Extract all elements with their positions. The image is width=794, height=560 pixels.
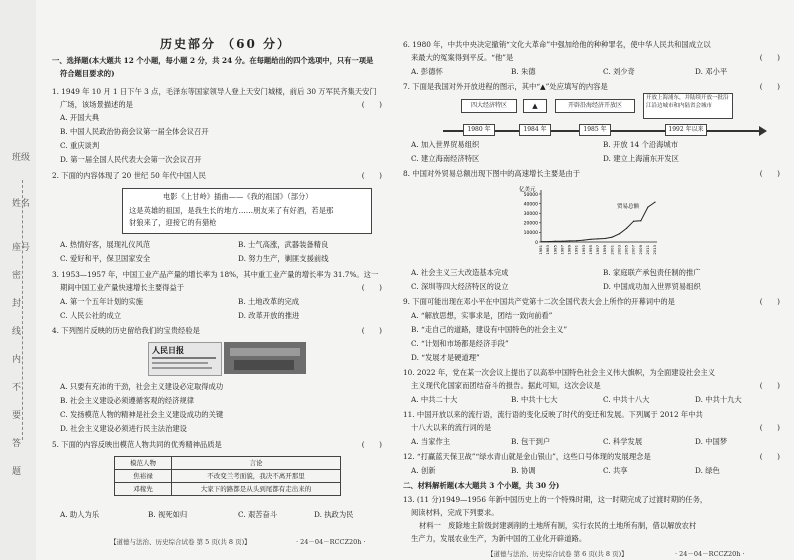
x-tick-label: 2001 [609, 245, 615, 255]
q7-option-c[interactable]: C. 建立海南经济特区 [411, 154, 480, 163]
margin-label: 班级 [12, 153, 31, 163]
q4-option-a[interactable]: A. 只要有充沛的干劲，社会主义建设必定取得成功 [60, 382, 224, 391]
q12-option-c[interactable]: C. 共享 [603, 466, 628, 475]
q8-answer-paren[interactable]: ( ) [759, 169, 780, 178]
y-tick-label: 50000 [523, 192, 538, 198]
q3-stem-cont: 期间中国工业产量快速增长主要得益于 [60, 283, 185, 292]
section-2-heading: 二、材料解析题(本大题共 3 个小题，共 30 分) [403, 481, 560, 490]
q11-answer-paren[interactable]: ( ) [759, 423, 780, 432]
q2-lyrics-line-1: 这是英雄的祖国，是我生长的地方……朋友来了有好酒，若是那 [129, 206, 334, 215]
data-point [633, 221, 634, 222]
table-header-figure: 模范人物 [115, 457, 172, 470]
page-5 [52, 0, 390, 560]
timeline-box-3: 开辟沿海经济开放区 [555, 99, 635, 113]
q4-answer-paren[interactable]: ( ) [361, 326, 382, 335]
q2-answer-paren[interactable]: ( ) [361, 171, 382, 180]
q10-stem-cont: 主义现代化国家而团结奋斗的报告。据此可知，这次会议是 [411, 381, 601, 390]
q4-option-c[interactable]: C. 发扬模范人物的精神是社会主义建设成功的关键 [60, 410, 224, 419]
data-point [605, 238, 606, 239]
x-tick-label: 2011 [644, 245, 650, 255]
q2-option-a[interactable]: A. 热情好客，展现礼仪风范 [60, 240, 151, 249]
q6-answer-paren[interactable]: ( ) [759, 53, 780, 62]
q3-option-c[interactable]: C. 人民公社的成立 [60, 311, 122, 320]
paper-code: · 24－04－RCCZ20h · [296, 538, 366, 546]
q8-option-c[interactable]: C. 深圳等四大经济特区的设立 [411, 282, 509, 291]
q11-option-b[interactable]: B. 包干到户 [511, 437, 551, 446]
data-point [576, 240, 577, 241]
timeline-box-1: 四大经济特区 [461, 99, 517, 113]
table-cell-quote: 不改变兰考面貌，我决不离开那里 [172, 470, 341, 483]
q11-stem: 11. 中国开放以来的流行语，流行语的变化反映了时代的变迁和发展。下列属于 2012 年中共 [403, 410, 703, 419]
q6-option-c[interactable]: C. 刘少奇 [603, 67, 635, 76]
page-footer: 【道德与法治、历史综合试卷 第 6 页(共 8 页)】 [487, 550, 628, 558]
x-tick-label: 2005 [623, 245, 629, 255]
historical-photo [224, 342, 306, 374]
q13-material-1-cont: 生产力，发展农业生产，为新中国的工业化开辟道路。 [411, 534, 587, 543]
x-tick-label: 1985 [552, 245, 558, 255]
x-tick-label: 2003 [616, 245, 622, 255]
y-tick-label: 20000 [523, 221, 538, 227]
series-annotation: 贸易总额 [617, 204, 640, 210]
q2-lyrics-title: 电影《上甘岭》插曲——《我的祖国》（部分） [163, 192, 313, 201]
data-point [548, 241, 549, 242]
q4-stem: 4. 下列图片反映的历史留给我们的宝贵经验是 [52, 326, 200, 335]
q5-option-a[interactable]: A. 助人为乐 [60, 510, 100, 519]
data-point [626, 228, 627, 229]
q10-option-d[interactable]: D. 中共十九大 [695, 395, 742, 404]
q11-option-c[interactable]: C. 科学发展 [603, 437, 643, 446]
q3-option-d[interactable]: D. 改革开放的推进 [238, 311, 300, 320]
timeline-box-4: 开放上海浦东，并陆续开放一批沿江沿边城市和内陆省会城市 [643, 93, 733, 119]
data-point [562, 241, 563, 242]
table-cell-quote: 大家下的路都是从头到尾都有走出来的 [172, 483, 341, 496]
x-tick-label: 1997 [595, 245, 600, 255]
q13-material-1: 材料一 废除地主阶级封建剥削的土地所有制，实行农民的土地所有制，借以解放农村 [419, 521, 697, 530]
section-1-heading-cont: 符合题目要求的) [60, 69, 115, 78]
q1-stem: 1. 1949 年 10 月 1 日下午 3 点，毛泽东等国家领导人登上天安门城楼，前后 30 万军民齐集天安门 [52, 87, 377, 96]
data-point [597, 238, 598, 239]
chart-axes [541, 190, 657, 242]
q9-option-d[interactable]: D. “发展才是硬道理” [411, 353, 480, 362]
q2-stem: 2. 下面的内容体现了 20 世纪 50 年代中国人民 [52, 171, 206, 180]
q5-option-c[interactable]: C. 艰苦奋斗 [238, 510, 278, 519]
section-1-heading: 一、选择题(本大题共 12 个小题，每小题 2 分，共 24 分。在每题给出的四个选项中，只有一项是 [52, 56, 374, 65]
q6-stem: 6. 1980 年，中共中央决定撤销“文化大革命”中强加给他的种种罪名，使中华人民共和国成立以 [403, 40, 711, 49]
q2-option-c[interactable]: C. 爱好和平，保卫国家安全 [60, 254, 151, 263]
data-point [619, 233, 620, 234]
arrow-right-icon [759, 126, 767, 136]
y-tick-label: 0 [535, 240, 538, 246]
q9-option-a[interactable]: A. “解放思想，实事求是，团结一致向前看” [411, 311, 553, 320]
y-tick-label: 40000 [523, 202, 538, 208]
margin-label: 内 [12, 355, 22, 365]
q8-option-d[interactable]: D. 中国成功加入世界贸易组织 [603, 282, 701, 291]
q5-answer-paren[interactable]: ( ) [361, 440, 382, 449]
q6-stem-cont: 来最大的冤案得到平反。“他”是 [411, 53, 514, 62]
q6-option-a[interactable]: A. 彭德怀 [411, 67, 443, 76]
x-tick-label: 1991 [573, 245, 579, 255]
q8-stem: 8. 中国对外贸易总额出现下图中的高速增长主要是由于 [403, 169, 581, 178]
newspaper-masthead: 人民日报 [152, 345, 184, 355]
q3-answer-paren[interactable]: ( ) [361, 283, 382, 292]
q6-option-b[interactable]: B. 朱德 [511, 67, 536, 76]
margin-label: 要 [12, 411, 22, 421]
q4-option-d[interactable]: D. 社会主义建设必须进行民主法治建设 [60, 424, 187, 433]
q1-option-b[interactable]: B. 中国人民政治协商会议第一届全体会议召开 [60, 127, 209, 136]
table-cell-name: 焦裕禄 [115, 470, 172, 483]
q10-option-b[interactable]: B. 中共十七大 [511, 395, 558, 404]
data-point [612, 237, 613, 238]
data-point [555, 241, 556, 242]
q4-option-b[interactable]: B. 社会主义建设必须遵循客观的经济规律 [60, 396, 195, 405]
newspaper-image [148, 342, 222, 376]
q3-option-a[interactable]: A. 第一个五年计划的实施 [60, 297, 143, 306]
q8-option-a[interactable]: A. 社会主义三大改造基本完成 [411, 268, 509, 277]
q1-answer-paren[interactable]: ( ) [361, 100, 382, 109]
margin-label: 不 [12, 383, 22, 393]
data-point [569, 240, 570, 241]
x-tick-label: 2009 [637, 245, 643, 255]
x-tick-label: 1987 [559, 245, 565, 255]
seal-line [22, 180, 23, 440]
margin-label: 线 [12, 327, 22, 337]
q5-option-b[interactable]: B. 视死如归 [148, 510, 188, 519]
timeline-year-2: 1984 年 [519, 124, 551, 136]
y-tick-label: 10000 [523, 231, 538, 237]
y-axis-unit: 亿美元 [519, 187, 536, 193]
page-6 [403, 0, 788, 560]
q1-option-d[interactable]: D. 第一届全国人民代表大会第一次会议召开 [60, 155, 202, 164]
x-tick-label: 1981 [538, 245, 543, 255]
q7-option-d[interactable]: D. 建立上海浦东开发区 [603, 154, 679, 163]
x-tick-label: 2007 [630, 245, 636, 255]
q1-option-a[interactable]: A. 开国大典 [60, 113, 100, 122]
data-point [590, 239, 591, 240]
q9-option-b[interactable]: B. “走自己的道路，建设有中国特色的社会主义” [411, 325, 568, 334]
timeline-year-3: 1985 年 [579, 124, 611, 136]
q3-stem: 3. 1953—1957 年，中国工业产品产量的增长率为 18%，其中重工业产量的增长率为 31.7%。这一 [52, 270, 379, 279]
q2-option-b[interactable]: B. 士气高涨，武器装备精良 [238, 240, 329, 249]
timeline-year-1: 1980 年 [463, 124, 495, 136]
margin-label: 密 [12, 271, 22, 281]
x-tick-label: 1983 [545, 245, 551, 255]
data-point [647, 206, 648, 207]
q12-option-b[interactable]: B. 协调 [511, 466, 536, 475]
y-tick-label: 30000 [523, 212, 538, 217]
q3-option-b[interactable]: B. 土地改革的完成 [238, 297, 300, 306]
margin-label: 姓名 [12, 199, 31, 209]
q10-option-c[interactable]: C. 中共十八大 [603, 395, 650, 404]
paper-code: · 24－04－RCCZ20h · [675, 550, 745, 558]
x-tick-label: 1989 [566, 245, 572, 255]
x-tick-label: 2013 [652, 245, 657, 255]
q1-stem-cont: 广场，该场景描述的是 [60, 100, 133, 109]
q2-lyrics-line-2: 豺狼来了，迎接它的有猎枪 [129, 218, 217, 227]
q9-option-c[interactable]: C. “计划和市场都是经济手段” [411, 339, 509, 348]
trade-volume-chart [513, 184, 663, 264]
q12-option-d[interactable]: D. 绿色 [695, 466, 720, 475]
q11-stem-cont: 十八大以来的流行词的是 [411, 423, 492, 432]
q11-option-a[interactable]: A. 当家作主 [411, 437, 451, 446]
q13-stem: 13. (11 分)1949—1956 年新中国历史上的一个特殊时期，这一时期完成了过渡时期的任务， [403, 495, 708, 504]
q11-option-d[interactable]: D. 中国梦 [695, 437, 728, 446]
table-header-quote: 言论 [172, 457, 341, 470]
data-point [583, 240, 584, 241]
q2-lyrics-box [122, 188, 372, 234]
table-cell-name: 邓稼先 [115, 483, 172, 496]
timeline-year-4: 1992 年以来 [665, 124, 707, 136]
timeline-box-placeholder: ▲ [523, 99, 547, 113]
data-point [540, 241, 541, 242]
data-point [640, 220, 641, 221]
q5-option-d[interactable]: D. 执政为民 [314, 510, 354, 519]
margin-label: 座号 [12, 243, 31, 253]
q10-stem: 10. 2022 年，党在某一次会议上提出了以高举中国特色社会主义伟大旗帜，为全面建设社会主义 [403, 368, 716, 377]
x-tick-label: 1999 [602, 245, 608, 255]
q1-option-c[interactable]: C. 重庆谈判 [60, 141, 100, 150]
q6-option-d[interactable]: D. 邓小平 [695, 67, 728, 76]
margin-label: 答 [12, 439, 22, 449]
q7-stem: 7. 下面是我国对外开放进程的图示，其中“▲”处应填写的内容是 [403, 82, 608, 91]
q12-option-a[interactable]: A. 创新 [411, 466, 436, 475]
q13-stem-cont: 阅读材料，完成下列要求。 [411, 508, 499, 517]
margin-label: 封 [12, 299, 22, 309]
page-footer: 【道德与法治、历史综合试卷 第 5 页(共 8 页)】 [110, 538, 251, 546]
q7-answer-paren[interactable]: ( ) [759, 82, 780, 91]
q10-option-a[interactable]: A. 中共二十大 [411, 395, 458, 404]
q5-stem: 5. 下面的内容反映出模范人物共同的优秀精神品质是 [52, 440, 222, 449]
q12-stem: 12. “打赢蓝天保卫战”“绿水青山就是金山银山”，这些口号体现的发展理念是 [403, 452, 651, 461]
model-figures-table [114, 456, 341, 496]
section-title: 历史部分 （60 分） [160, 37, 292, 51]
x-tick-label: 1995 [587, 245, 593, 255]
margin-label: 题 [12, 467, 22, 477]
x-tick-label: 1993 [580, 245, 586, 255]
data-point [654, 201, 655, 202]
q2-option-d[interactable]: D. 努力生产，剿匪支援前线 [238, 254, 329, 263]
q12-answer-paren[interactable]: ( ) [759, 452, 780, 461]
q7-option-a[interactable]: A. 加入世界贸易组织 [411, 140, 480, 149]
q9-stem: 9. 下面可能出现在邓小平在中国共产党第十二次全国代表大会上所作的开幕词中的是 [403, 297, 675, 306]
q8-option-b[interactable]: B. 家庭联产承包责任制的推广 [603, 268, 701, 277]
q10-answer-paren[interactable]: ( ) [759, 381, 780, 390]
q9-answer-paren[interactable]: ( ) [759, 297, 780, 306]
q7-option-b[interactable]: B. 开放 14 个沿海城市 [603, 140, 679, 149]
